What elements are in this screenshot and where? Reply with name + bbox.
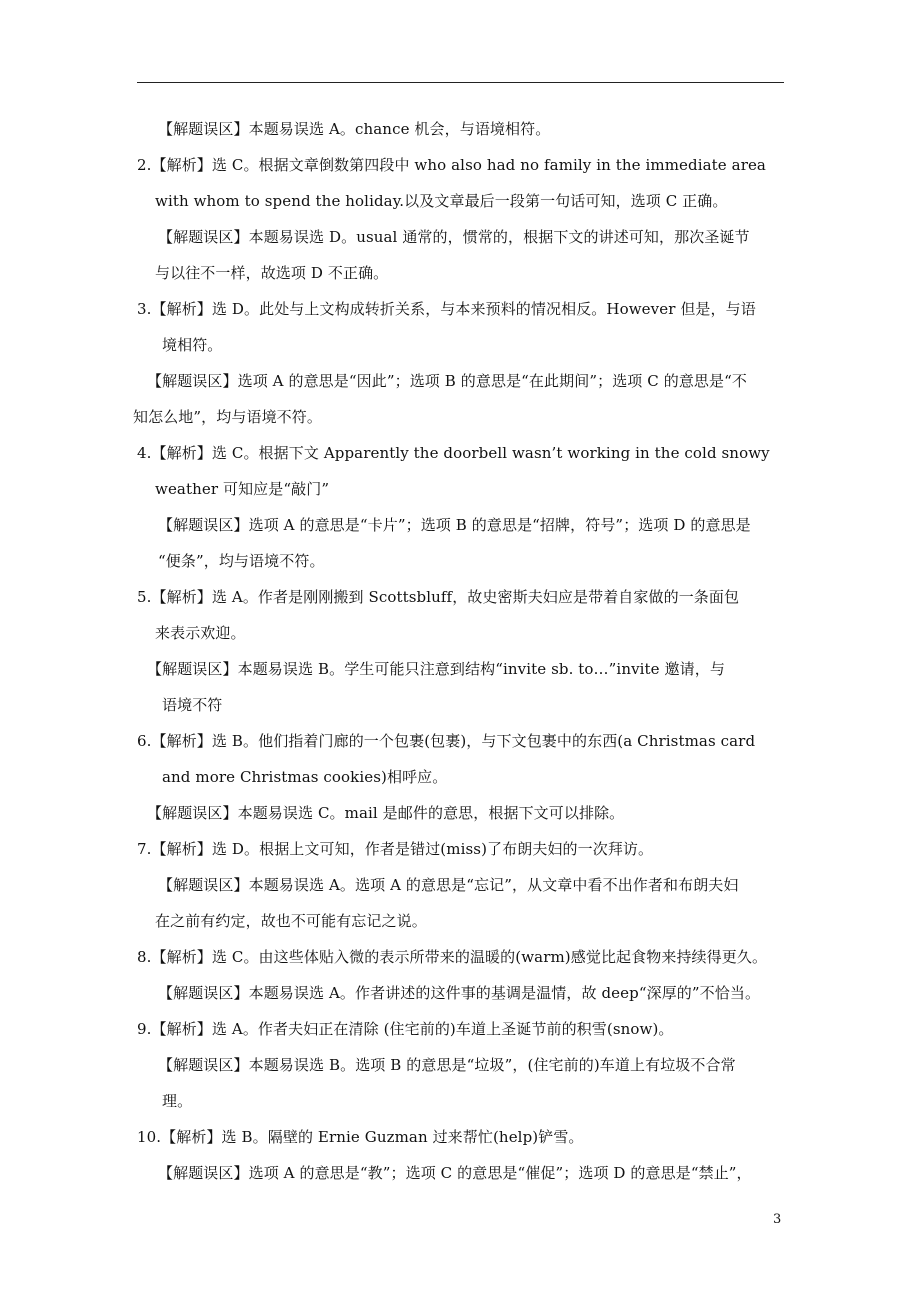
text-line: 理。: [162, 1092, 193, 1110]
text-line: 知怎么地”，均与语境不符。: [133, 408, 322, 426]
text-line: 【解题误区】本题易误选 A。chance 机会，与语境相符。: [158, 120, 551, 138]
text-line: 【解题误区】选项 A 的意思是“因此”；选项 B 的意思是“在此期间”；选项 C 的意思是“不: [147, 372, 747, 390]
text-line: 3.【解析】选 D。此处与上文构成转折关系，与本来预料的情况相反。However 但是，与语: [137, 300, 756, 318]
text-line: with whom to spend the holiday.以及文章最后一段第一句话可知，选项 C 正确。: [155, 192, 728, 210]
text-line: 9.【解析】选 A。作者夫妇正在清除 (住宅前的)车道上圣诞节前的积雪(snow)。: [137, 1020, 674, 1038]
text-line: 在之前有约定，故也不可能有忘记之说。: [155, 912, 427, 930]
text-line: 10.【解析】选 B。隔壁的 Ernie Guzman 过来帮忙(help)铲雪。: [137, 1128, 584, 1146]
text-line: 来表示欢迎。: [155, 624, 246, 642]
text-line: 7.【解析】选 D。根据上文可知，作者是错过(miss)了布朗夫妇的一次拜访。: [137, 840, 654, 858]
text-line: 【解题误区】选项 A 的意思是“卡片”；选项 B 的意思是“招牌，符号”；选项 D 的意思是: [158, 516, 751, 534]
text-line: 4.【解析】选 C。根据下文 Apparently the doorbell wasn’t working in the cold snowy: [137, 444, 770, 462]
text-line: 【解题误区】本题易误选 A。选项 A 的意思是“忘记”，从文章中看不出作者和布朗夫妇: [158, 876, 739, 894]
text-line: 【解题误区】本题易误选 D。usual 通常的，惯常的，根据下文的讲述可知，那次圣诞节: [158, 228, 750, 246]
page-number: 3: [773, 1212, 782, 1227]
text-line: “便条”，均与语境不符。: [158, 552, 325, 570]
text-line: 【解题误区】本题易误选 B。选项 B 的意思是“垃圾”，(住宅前的)车道上有垃圾不合常: [158, 1056, 736, 1074]
text-line: 与以往不一样，故选项 D 不正确。: [155, 264, 389, 282]
header-rule: [137, 82, 784, 83]
text-line: 境相符。: [162, 336, 223, 354]
text-line: 8.【解析】选 C。由这些体贴入微的表示所带来的温暖的(warm)感觉比起食物来持续得更久。: [137, 948, 768, 966]
text-line: weather 可知应是“敲门”: [155, 480, 330, 498]
text-line: 【解题误区】本题易误选 A。作者讲述的这件事的基调是温情，故 deep“深厚的”不恰当。: [158, 984, 761, 1002]
text-line: 5.【解析】选 A。作者是刚刚搬到 Scottsbluff，故史密斯夫妇应是带着自家做的一条面包: [137, 588, 740, 606]
text-line: 语境不符: [162, 696, 223, 714]
text-line: 【解题误区】本题易误选 B。学生可能只注意到结构“invite sb. to…”invite 邀请，与: [147, 660, 725, 678]
text-line: 2.【解析】选 C。根据文章倒数第四段中 who also had no family in the immediate area: [137, 156, 766, 174]
text-line: 【解题误区】本题易误选 C。mail 是邮件的意思，根据下文可以排除。: [147, 804, 625, 822]
text-line: 【解题误区】选项 A 的意思是“教”；选项 C 的意思是“催促”；选项 D 的意思是“禁止”，: [158, 1164, 752, 1182]
text-line: and more Christmas cookies)相呼应。: [162, 768, 448, 786]
text-line: 6.【解析】选 B。他们指着门廊的一个包裹(包裹)，与下文包裹中的东西(a Christmas card: [137, 732, 756, 750]
